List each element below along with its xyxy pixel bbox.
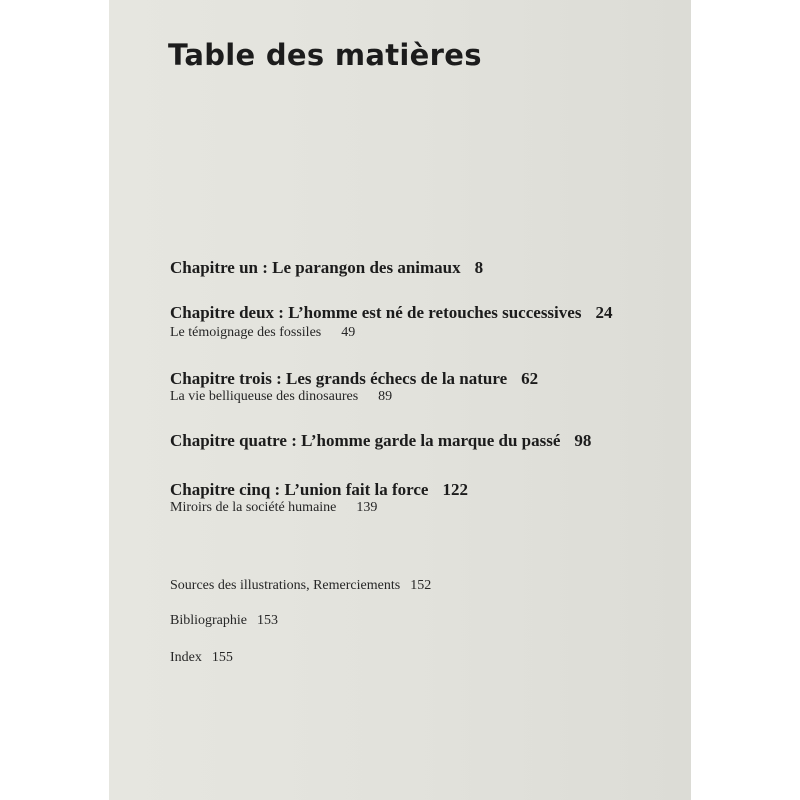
toc-back-matter-index (170, 650, 233, 666)
back-matter-page-number: 153 (257, 613, 278, 628)
back-matter-title: Index (170, 650, 202, 665)
chapter-title: Chapitre cinq : L’union fait la force (170, 480, 429, 499)
toc-subsection (170, 325, 355, 341)
chapter-page-number: 24 (595, 303, 613, 322)
toc-chapter-1 (170, 258, 483, 278)
chapter-page-number: 98 (574, 431, 592, 450)
subsection-page-number: 139 (356, 500, 378, 515)
toc-subsection (170, 389, 392, 405)
chapter-page-number: 62 (521, 369, 539, 388)
toc-chapter-3 (170, 369, 538, 389)
page-title: Table des matières (168, 38, 482, 72)
back-matter-page-number: 155 (211, 650, 233, 665)
subsection-title: La vie belliqueuse des dinosaures (170, 389, 359, 404)
subsection-page-number: 49 (341, 325, 356, 340)
chapter-title: Chapitre deux : L’homme est né de retouches successives (170, 303, 582, 322)
back-matter-page-number: 152 (410, 578, 432, 593)
back-matter-title: Sources des illustrations, Remerciements (170, 578, 401, 593)
subsection-page-number: 89 (378, 389, 393, 404)
chapter-title: Chapitre trois : Les grands échecs de la nature (170, 369, 508, 388)
toc-chapter-5 (170, 480, 468, 500)
toc-chapter-4 (170, 431, 591, 451)
toc-back-matter-bibliography (170, 613, 278, 629)
subsection-title: Miroirs de la société humaine (170, 500, 337, 515)
toc-chapter-2 (170, 303, 612, 323)
chapter-title: Chapitre quatre : L’homme garde la marque du passé (170, 431, 561, 450)
chapter-title: Chapitre un : Le parangon des animaux (170, 258, 461, 277)
toc-back-matter-sources (170, 578, 431, 594)
chapter-page-number: 8 (474, 258, 484, 277)
subsection-title: Le témoignage des fossiles (170, 325, 322, 340)
back-matter-title: Bibliographie (170, 613, 247, 628)
chapter-page-number: 122 (442, 480, 468, 499)
toc-subsection (170, 500, 377, 516)
